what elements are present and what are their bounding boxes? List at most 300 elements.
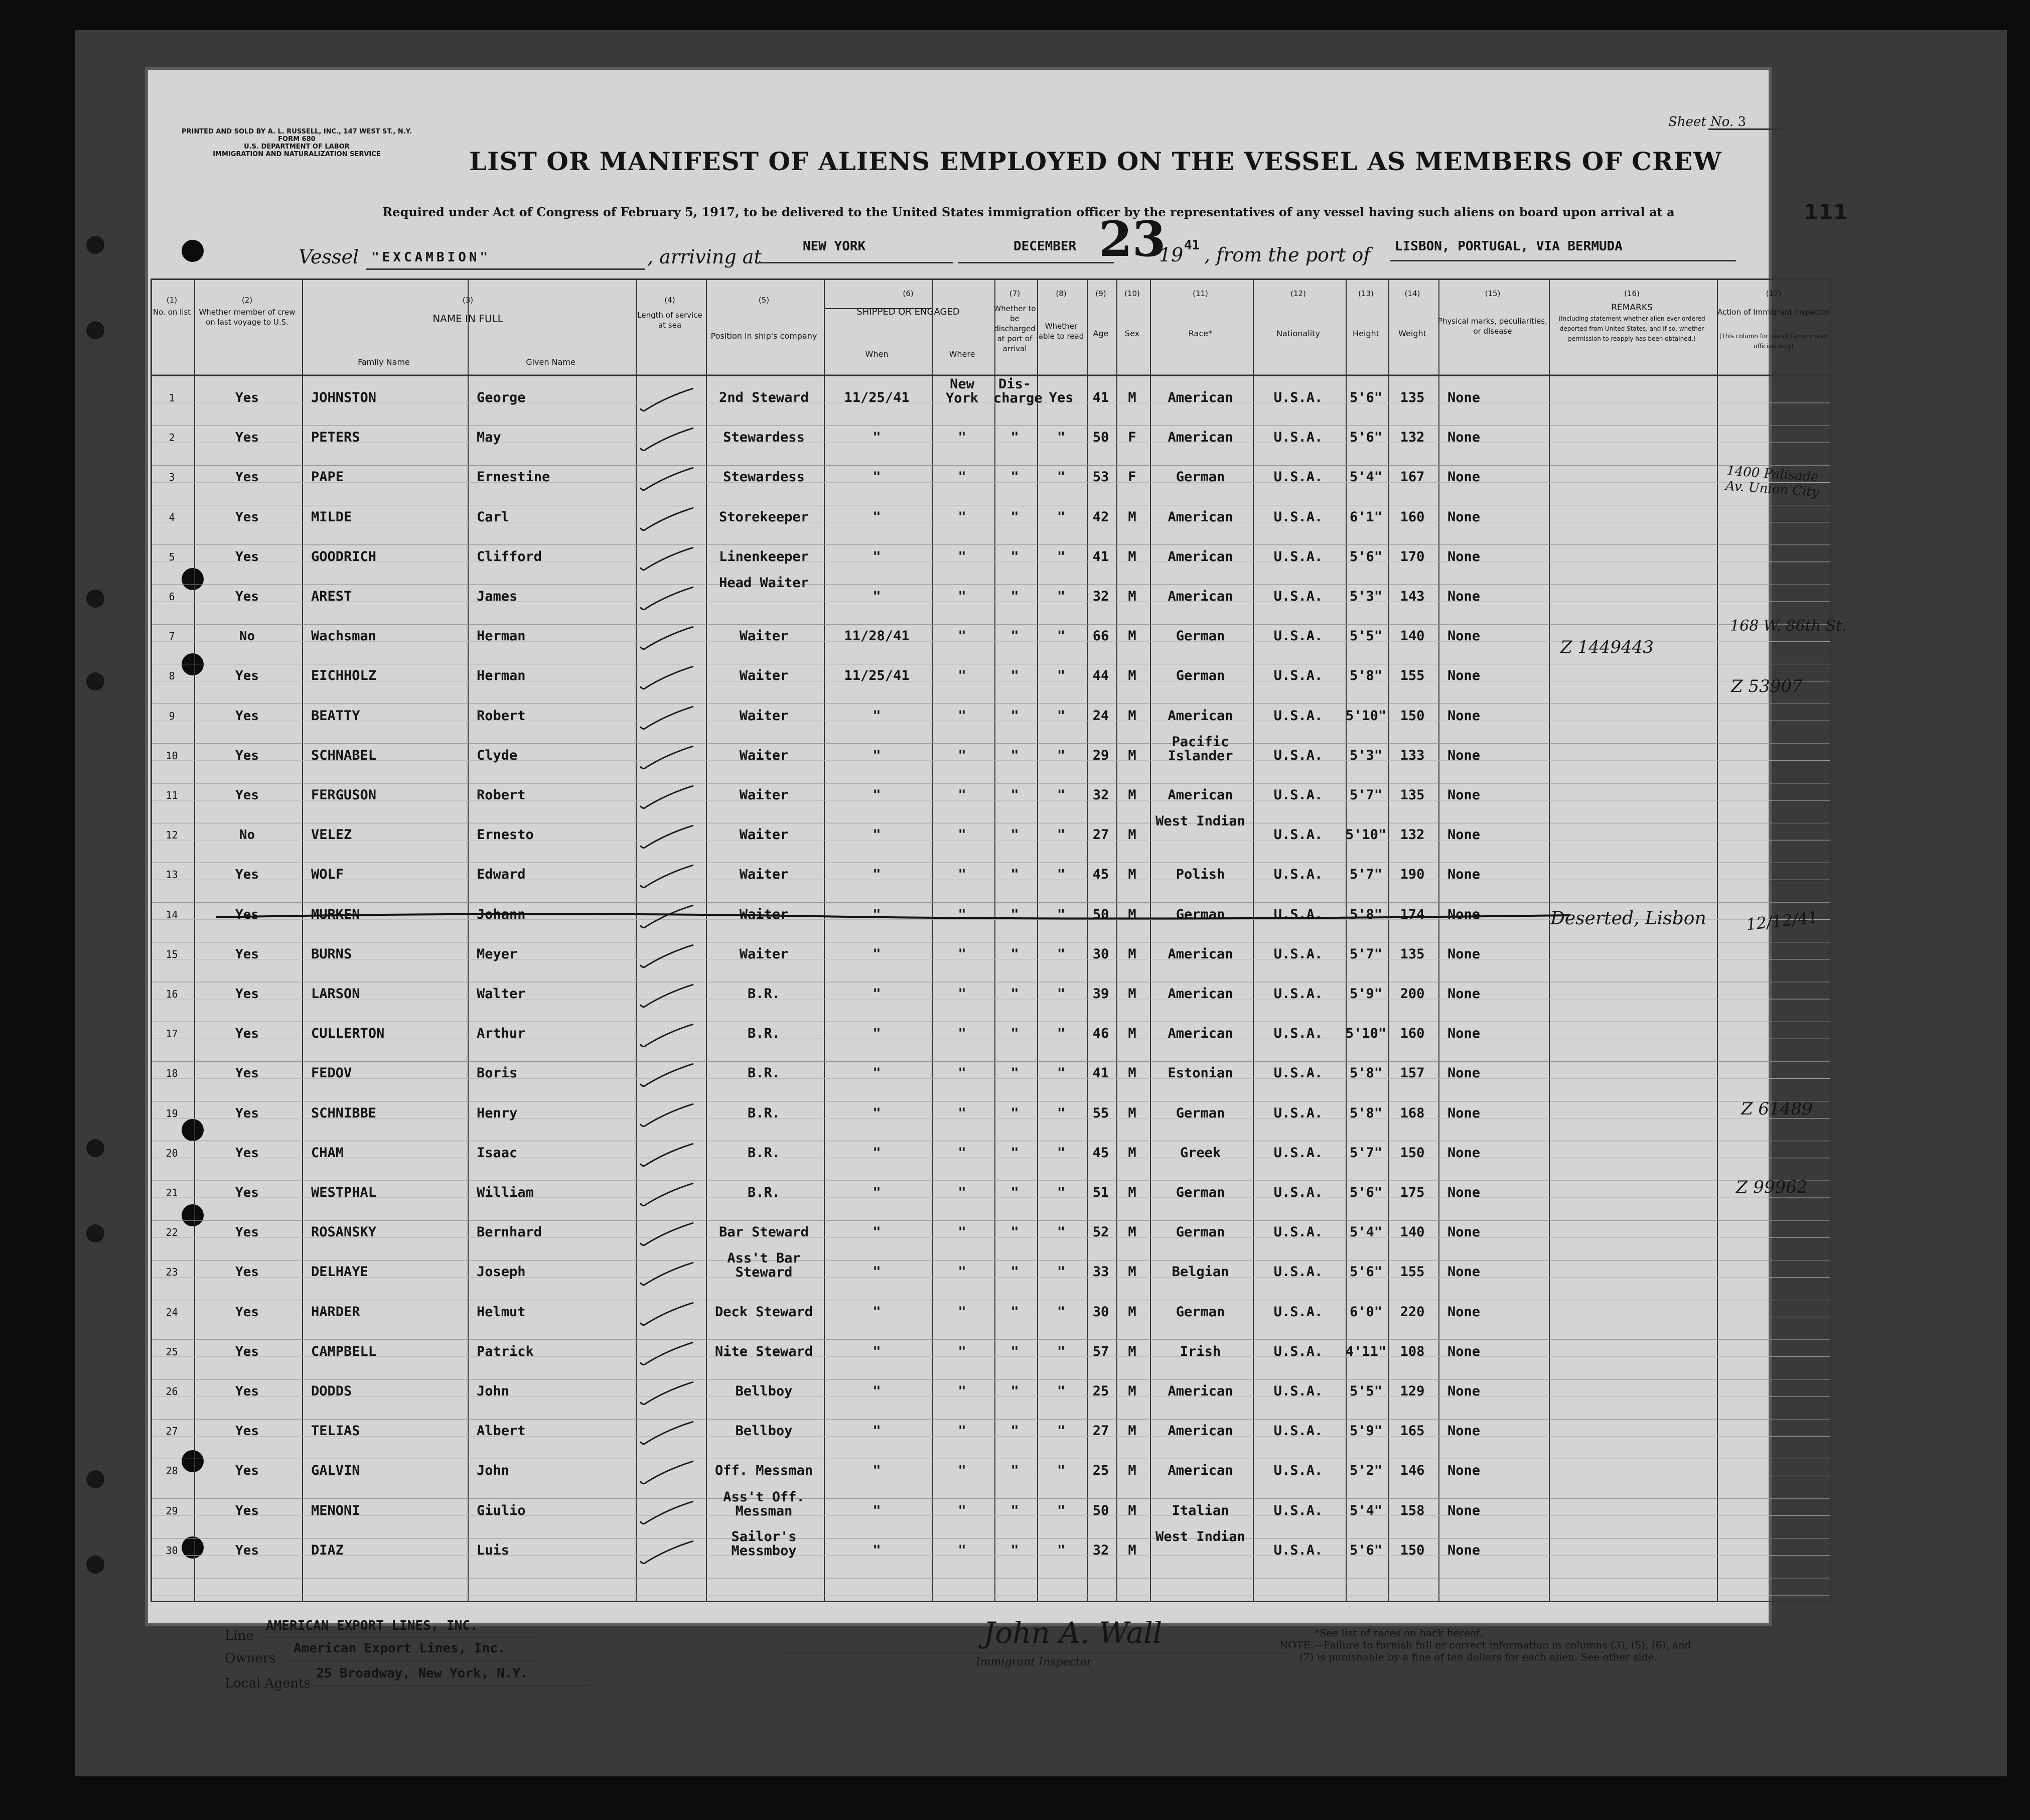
from-port: LISBON, PORTUGAL, VIA BERMUDA	[1395, 239, 1623, 254]
family-name: SCHNABEL	[311, 747, 377, 763]
height: 5'8"	[1349, 1105, 1383, 1121]
sex: M	[1128, 1185, 1136, 1200]
check-mark-icon	[637, 1301, 697, 1331]
shipped-when: "	[873, 1463, 881, 1479]
col-header-label: Age	[1093, 329, 1109, 338]
physical-marks: None	[1447, 509, 1481, 525]
shipped-when: "	[873, 1065, 881, 1081]
check-mark-icon	[637, 426, 697, 456]
nationality: U.S.A.	[1273, 589, 1323, 604]
family-name: MENONI	[311, 1502, 360, 1518]
from-line	[1390, 260, 1736, 261]
physical-marks: None	[1447, 1264, 1481, 1280]
col-number-header: (11)	[1193, 289, 1208, 298]
shipped-when: "	[873, 906, 881, 922]
race: Estonian	[1168, 1065, 1233, 1081]
given-name: Helmut	[477, 1304, 526, 1320]
able-to-read: "	[1057, 1224, 1066, 1240]
weight: 220	[1400, 1304, 1425, 1320]
height: 5'7"	[1349, 946, 1383, 962]
col-number-header: (7)	[1009, 289, 1021, 298]
col-header-label: No. on list	[153, 308, 191, 317]
shipped-when: 11/25/41	[844, 390, 910, 405]
race: American	[1168, 986, 1233, 1002]
given-name: John	[477, 1383, 510, 1399]
shipped-where: "	[958, 1423, 966, 1439]
punch-hole	[182, 240, 204, 262]
sex: M	[1128, 1304, 1136, 1320]
shipped-where: "	[958, 1264, 966, 1280]
shipped-where: "	[958, 589, 966, 604]
shipped-where: "	[958, 430, 966, 446]
crew-last-voyage: Yes	[235, 1026, 259, 1042]
row-number: 21	[166, 1187, 178, 1199]
position: Waiter	[739, 827, 789, 843]
age: 30	[1092, 946, 1109, 962]
shipped-where: "	[958, 708, 966, 724]
weight: 135	[1400, 946, 1425, 962]
able-to-read: "	[1057, 827, 1066, 843]
height: 5'4"	[1349, 1224, 1383, 1240]
discharged: "	[1010, 906, 1019, 922]
able-to-read: "	[1057, 787, 1066, 803]
height: 5'3"	[1349, 589, 1383, 604]
weight: 132	[1400, 827, 1425, 843]
nationality: U.S.A.	[1273, 1423, 1323, 1439]
sex: M	[1128, 1026, 1136, 1042]
height: 5'8"	[1349, 668, 1383, 684]
crew-last-voyage: Yes	[235, 1424, 259, 1439]
family-name: LARSON	[311, 986, 360, 1002]
able-to-read: "	[1057, 1502, 1066, 1518]
sex: M	[1128, 509, 1136, 525]
race: American	[1168, 1383, 1233, 1399]
given-name: Clifford	[477, 548, 542, 565]
position: Sailor's Messmboy	[731, 1528, 797, 1559]
physical-marks: None	[1447, 390, 1481, 405]
row-number: 27	[166, 1425, 178, 1438]
crew-last-voyage: Yes	[235, 1463, 259, 1479]
height: 6'1"	[1349, 509, 1383, 525]
footer-note: (7) is punishable by a fine of ten dollars for each alien. See other side.	[1299, 1651, 1657, 1663]
shipped-when: "	[873, 1383, 881, 1399]
check-mark-icon	[637, 1062, 697, 1092]
crew-last-voyage: Yes	[235, 430, 259, 446]
able-to-read: "	[1057, 1463, 1066, 1479]
position: Waiter	[739, 867, 789, 883]
height: 5'6"	[1349, 548, 1383, 565]
position: B.R.	[747, 1145, 781, 1161]
nationality: U.S.A.	[1273, 708, 1323, 724]
row-number: 13	[166, 869, 178, 881]
height: 5'10"	[1345, 708, 1387, 724]
able-to-read: "	[1057, 708, 1066, 724]
check-mark-icon	[637, 1022, 697, 1052]
check-mark-icon	[637, 585, 697, 615]
cert-annotation: Z 53907	[1731, 676, 1803, 696]
row-number: 14	[166, 908, 178, 921]
crew-last-voyage: Yes	[235, 867, 259, 883]
physical-marks: None	[1447, 548, 1481, 565]
shipped-when: "	[873, 1502, 881, 1518]
col-header-label: SHIPPED OR ENGAGED	[856, 307, 960, 317]
family-name: PETERS	[311, 430, 360, 446]
position: B.R.	[747, 1026, 781, 1042]
family-name: ROSANSKY	[311, 1224, 377, 1240]
position: Waiter	[739, 668, 789, 684]
age: 32	[1092, 787, 1109, 803]
shipped-when: "	[873, 589, 881, 604]
crew-last-voyage: Yes	[235, 549, 259, 565]
position: Bar Steward	[719, 1224, 809, 1240]
shipped-where: "	[958, 668, 966, 684]
physical-marks: None	[1447, 867, 1481, 883]
age: 46	[1092, 1026, 1109, 1042]
height: 5'5"	[1349, 628, 1383, 644]
weight: 157	[1400, 1065, 1425, 1081]
col-header-label: Height	[1353, 329, 1379, 338]
shipped-where: "	[958, 1343, 966, 1359]
crew-last-voyage: No	[239, 827, 255, 843]
col-number-header: (10)	[1124, 289, 1140, 298]
discharged: "	[1010, 827, 1019, 843]
row-number: 5	[169, 550, 175, 563]
given-name: George	[477, 390, 526, 405]
given-name: Herman	[477, 668, 526, 684]
discharged: "	[1010, 1423, 1019, 1439]
weight: 158	[1400, 1502, 1425, 1518]
given-name: William	[477, 1185, 534, 1200]
able-to-read: "	[1057, 628, 1066, 644]
weight: 135	[1400, 787, 1425, 803]
position: Storekeeper	[719, 509, 809, 525]
discharged: "	[1010, 1502, 1019, 1518]
discharged: "	[1010, 986, 1019, 1002]
sex: M	[1128, 548, 1136, 565]
given-name: Herman	[477, 628, 526, 644]
check-mark-icon	[637, 1420, 697, 1450]
shipped-when: "	[873, 787, 881, 803]
race: American	[1168, 946, 1233, 962]
height: 5'7"	[1349, 787, 1383, 803]
discharged: "	[1010, 946, 1019, 962]
sex: M	[1128, 1145, 1136, 1161]
check-mark-icon	[637, 1340, 697, 1370]
discharged: "	[1010, 589, 1019, 604]
able-to-read: "	[1057, 1423, 1066, 1439]
punch-hole	[86, 1224, 104, 1242]
height: 5'5"	[1349, 1383, 1383, 1399]
sex: M	[1128, 946, 1136, 962]
height: 5'4"	[1349, 1502, 1383, 1518]
check-mark-icon	[637, 625, 697, 655]
able-to-read: "	[1057, 1343, 1066, 1359]
race: American	[1168, 589, 1233, 604]
family-name: BURNS	[311, 946, 352, 962]
agents-rule	[309, 1685, 590, 1687]
crew-last-voyage: Yes	[235, 788, 259, 803]
race: German	[1176, 469, 1225, 485]
weight: 168	[1400, 1105, 1425, 1121]
race: Polish	[1176, 867, 1225, 883]
crew-last-voyage: Yes	[235, 946, 259, 962]
nationality: U.S.A.	[1273, 1343, 1323, 1359]
physical-marks: None	[1447, 986, 1481, 1002]
discharged: "	[1010, 1463, 1019, 1479]
position: Linenkeeper	[719, 548, 809, 565]
race: West Indian	[1155, 813, 1245, 829]
col-number-header: (8)	[1056, 289, 1067, 298]
sex: M	[1128, 628, 1136, 644]
family-name: JOHNSTON	[311, 390, 377, 405]
shipped-where: "	[958, 787, 966, 803]
physical-marks: None	[1447, 628, 1481, 644]
physical-marks: None	[1447, 708, 1481, 724]
inspector-signature: John A. Wall	[983, 1616, 1163, 1650]
shipped-where: "	[958, 1026, 966, 1042]
crew-last-voyage: Yes	[235, 390, 259, 405]
check-mark-icon	[637, 545, 697, 576]
race: Pacific Islander	[1168, 734, 1233, 764]
crew-last-voyage: Yes	[235, 1384, 259, 1399]
age: 29	[1092, 747, 1109, 763]
col-number-header: (3)	[462, 296, 474, 305]
nationality: U.S.A.	[1273, 1304, 1323, 1320]
sex: M	[1128, 1343, 1136, 1359]
col-header-label: Sex	[1124, 329, 1140, 338]
discharged: "	[1010, 787, 1019, 803]
weight: 155	[1400, 668, 1425, 684]
row-number: 16	[166, 988, 178, 1000]
discharged: Dis-charge	[993, 376, 1043, 406]
col-header-label: Where	[949, 349, 975, 359]
strikethrough-line	[216, 906, 1570, 924]
age: 51	[1092, 1185, 1109, 1200]
physical-marks: None	[1447, 589, 1481, 604]
able-to-read: "	[1057, 1065, 1066, 1081]
shipped-where: "	[958, 548, 966, 565]
check-mark-icon	[637, 1142, 697, 1172]
check-mark-icon	[637, 386, 697, 416]
physical-marks: None	[1447, 1185, 1481, 1200]
given-name: May	[477, 430, 501, 446]
sex: F	[1128, 430, 1136, 446]
col-header-label: Race*	[1188, 329, 1213, 338]
sheet-label: Sheet No.	[1668, 114, 1734, 129]
crew-last-voyage: Yes	[235, 907, 259, 922]
sheet-number	[1668, 114, 1746, 129]
position: Waiter	[739, 628, 789, 644]
footer-note: *See list of races on back hereof.	[1315, 1627, 1483, 1639]
row-number: 29	[166, 1504, 178, 1517]
nationality: U.S.A.	[1273, 827, 1323, 843]
row-number: 9	[169, 710, 175, 722]
height: 5'9"	[1349, 986, 1383, 1002]
physical-marks: None	[1447, 1026, 1481, 1042]
nationality: U.S.A.	[1273, 1185, 1323, 1200]
nationality: U.S.A.	[1273, 1463, 1323, 1479]
able-to-read: "	[1057, 589, 1066, 604]
able-to-read: "	[1057, 1383, 1066, 1399]
shipped-when: "	[873, 1343, 881, 1359]
shipped-where: "	[958, 906, 966, 922]
nationality: U.S.A.	[1273, 1026, 1323, 1042]
col-header-label: NAME IN FULL	[432, 313, 503, 325]
row-number: 25	[166, 1345, 178, 1358]
nationality: U.S.A.	[1273, 1065, 1323, 1081]
shipped-where: "	[958, 1185, 966, 1200]
physical-marks: None	[1447, 469, 1481, 485]
col-number-header: (2)	[241, 296, 253, 305]
race: German	[1176, 628, 1225, 644]
col-header-label: REMARKS	[1611, 303, 1653, 313]
owners-label: Owners	[225, 1651, 276, 1666]
nationality: U.S.A.	[1273, 509, 1323, 525]
arrival-day: 23	[1099, 211, 1166, 267]
race: American	[1168, 708, 1233, 724]
discharged: "	[1010, 867, 1019, 883]
col-header-label: Given Name	[526, 357, 575, 367]
nationality: U.S.A.	[1273, 390, 1323, 405]
discharged: "	[1010, 1343, 1019, 1359]
shipped-when: "	[873, 469, 881, 485]
family-name: GOODRICH	[311, 548, 377, 565]
weight: 175	[1400, 1185, 1425, 1200]
age: 27	[1092, 827, 1109, 843]
crew-last-voyage: Yes	[235, 1145, 259, 1161]
printer-line: FORM 680	[278, 135, 316, 143]
position: B.R.	[747, 1065, 781, 1081]
age: 50	[1092, 430, 1109, 446]
date-line	[958, 262, 1114, 263]
family-name: MILDE	[311, 509, 352, 525]
row-number: 22	[166, 1226, 178, 1239]
weight: 165	[1400, 1423, 1425, 1439]
physical-marks: None	[1447, 906, 1481, 922]
line-rule	[263, 1637, 539, 1638]
page-number: 111	[1804, 200, 1848, 224]
shipped-where: "	[958, 628, 966, 644]
crew-last-voyage: Yes	[235, 668, 259, 684]
weight: 155	[1400, 1264, 1425, 1280]
position: B.R.	[747, 1105, 781, 1121]
col-number-header: (9)	[1095, 289, 1106, 298]
able-to-read: "	[1057, 1185, 1066, 1200]
physical-marks: None	[1447, 1065, 1481, 1081]
shipped-where: "	[958, 827, 966, 843]
year-prefix: 19	[1159, 244, 1184, 266]
family-name: CAMPBELL	[311, 1343, 377, 1359]
physical-marks: None	[1447, 1343, 1481, 1359]
nationality: U.S.A.	[1273, 1145, 1323, 1161]
row-number: 28	[166, 1465, 178, 1477]
physical-marks: None	[1447, 1105, 1481, 1121]
printer-imprint	[182, 128, 412, 158]
shipped-where: "	[958, 986, 966, 1002]
check-mark-icon	[637, 1261, 697, 1291]
position: Waiter	[739, 747, 789, 763]
physical-marks: None	[1447, 1502, 1481, 1518]
punch-hole	[86, 1139, 104, 1157]
shipped-where: "	[958, 747, 966, 763]
sex: F	[1128, 469, 1136, 485]
check-mark-icon	[637, 784, 697, 814]
age: 32	[1092, 1542, 1109, 1558]
able-to-read: "	[1057, 867, 1066, 883]
nationality: U.S.A.	[1273, 469, 1323, 485]
col-number-header: (13)	[1358, 289, 1374, 298]
age: 27	[1092, 1423, 1109, 1439]
height: 5'3"	[1349, 747, 1383, 763]
height: 5'8"	[1349, 906, 1383, 922]
nationality: U.S.A.	[1273, 867, 1323, 883]
punch-hole	[86, 236, 104, 254]
able-to-read: "	[1057, 1026, 1066, 1042]
age: 52	[1092, 1224, 1109, 1240]
shipped-when: "	[873, 1542, 881, 1558]
physical-marks: None	[1447, 1224, 1481, 1240]
nationality: U.S.A.	[1273, 946, 1323, 962]
printer-line: IMMIGRATION AND NATURALIZATION SERVICE	[213, 151, 381, 158]
shipped-when: 11/28/41	[844, 628, 910, 644]
family-name: MURKEN	[311, 906, 360, 922]
race: German	[1176, 668, 1225, 684]
col-header-label: Action of Immigrant Inspector	[1717, 308, 1830, 317]
given-name: Bernhard	[477, 1224, 542, 1240]
discharged: "	[1010, 1304, 1019, 1320]
address-annotation: 168 W. 86th St.	[1730, 617, 1847, 635]
signature-rule	[783, 1652, 1284, 1653]
able-to-read: "	[1057, 668, 1066, 684]
height: 5'10"	[1345, 1026, 1387, 1042]
punch-hole	[86, 672, 104, 690]
age: 42	[1092, 509, 1109, 525]
col-header-label: Position in ship's company	[710, 331, 817, 341]
age: 50	[1092, 906, 1109, 922]
arriving-label: , arriving at	[647, 246, 762, 268]
check-mark-icon	[637, 1499, 697, 1529]
position: Stewardess	[723, 430, 805, 446]
col-header-label: Family Name	[358, 357, 410, 367]
sex: M	[1128, 1264, 1136, 1280]
punch-hole	[86, 1470, 104, 1488]
position: Waiter	[739, 708, 789, 724]
able-to-read: Yes	[1049, 390, 1074, 405]
given-name: Luis	[477, 1542, 510, 1558]
physical-marks: None	[1447, 1304, 1481, 1320]
family-name: TELIAS	[311, 1423, 360, 1439]
shipped-when: "	[873, 827, 881, 843]
remark-annotation: Deserted, Lisbon	[1550, 908, 1706, 929]
family-name: CULLERTON	[311, 1026, 385, 1042]
family-name: AREST	[311, 589, 352, 604]
row-number: 12	[166, 829, 178, 842]
sex: M	[1128, 827, 1136, 843]
family-name: CHAM	[311, 1145, 344, 1161]
physical-marks: None	[1447, 747, 1481, 763]
age: 45	[1092, 1145, 1109, 1161]
shipped-where: "	[958, 1542, 966, 1558]
vessel-label: Vessel	[299, 246, 359, 268]
nationality: U.S.A.	[1273, 548, 1323, 565]
arrival-month: DECEMBER	[1013, 239, 1077, 254]
race: West Indian	[1155, 1528, 1245, 1545]
shipped-when: "	[873, 1423, 881, 1439]
col-number-header: (1)	[166, 296, 178, 305]
sex: M	[1128, 787, 1136, 803]
crew-last-voyage: No	[239, 629, 255, 644]
given-name: Robert	[477, 787, 526, 803]
